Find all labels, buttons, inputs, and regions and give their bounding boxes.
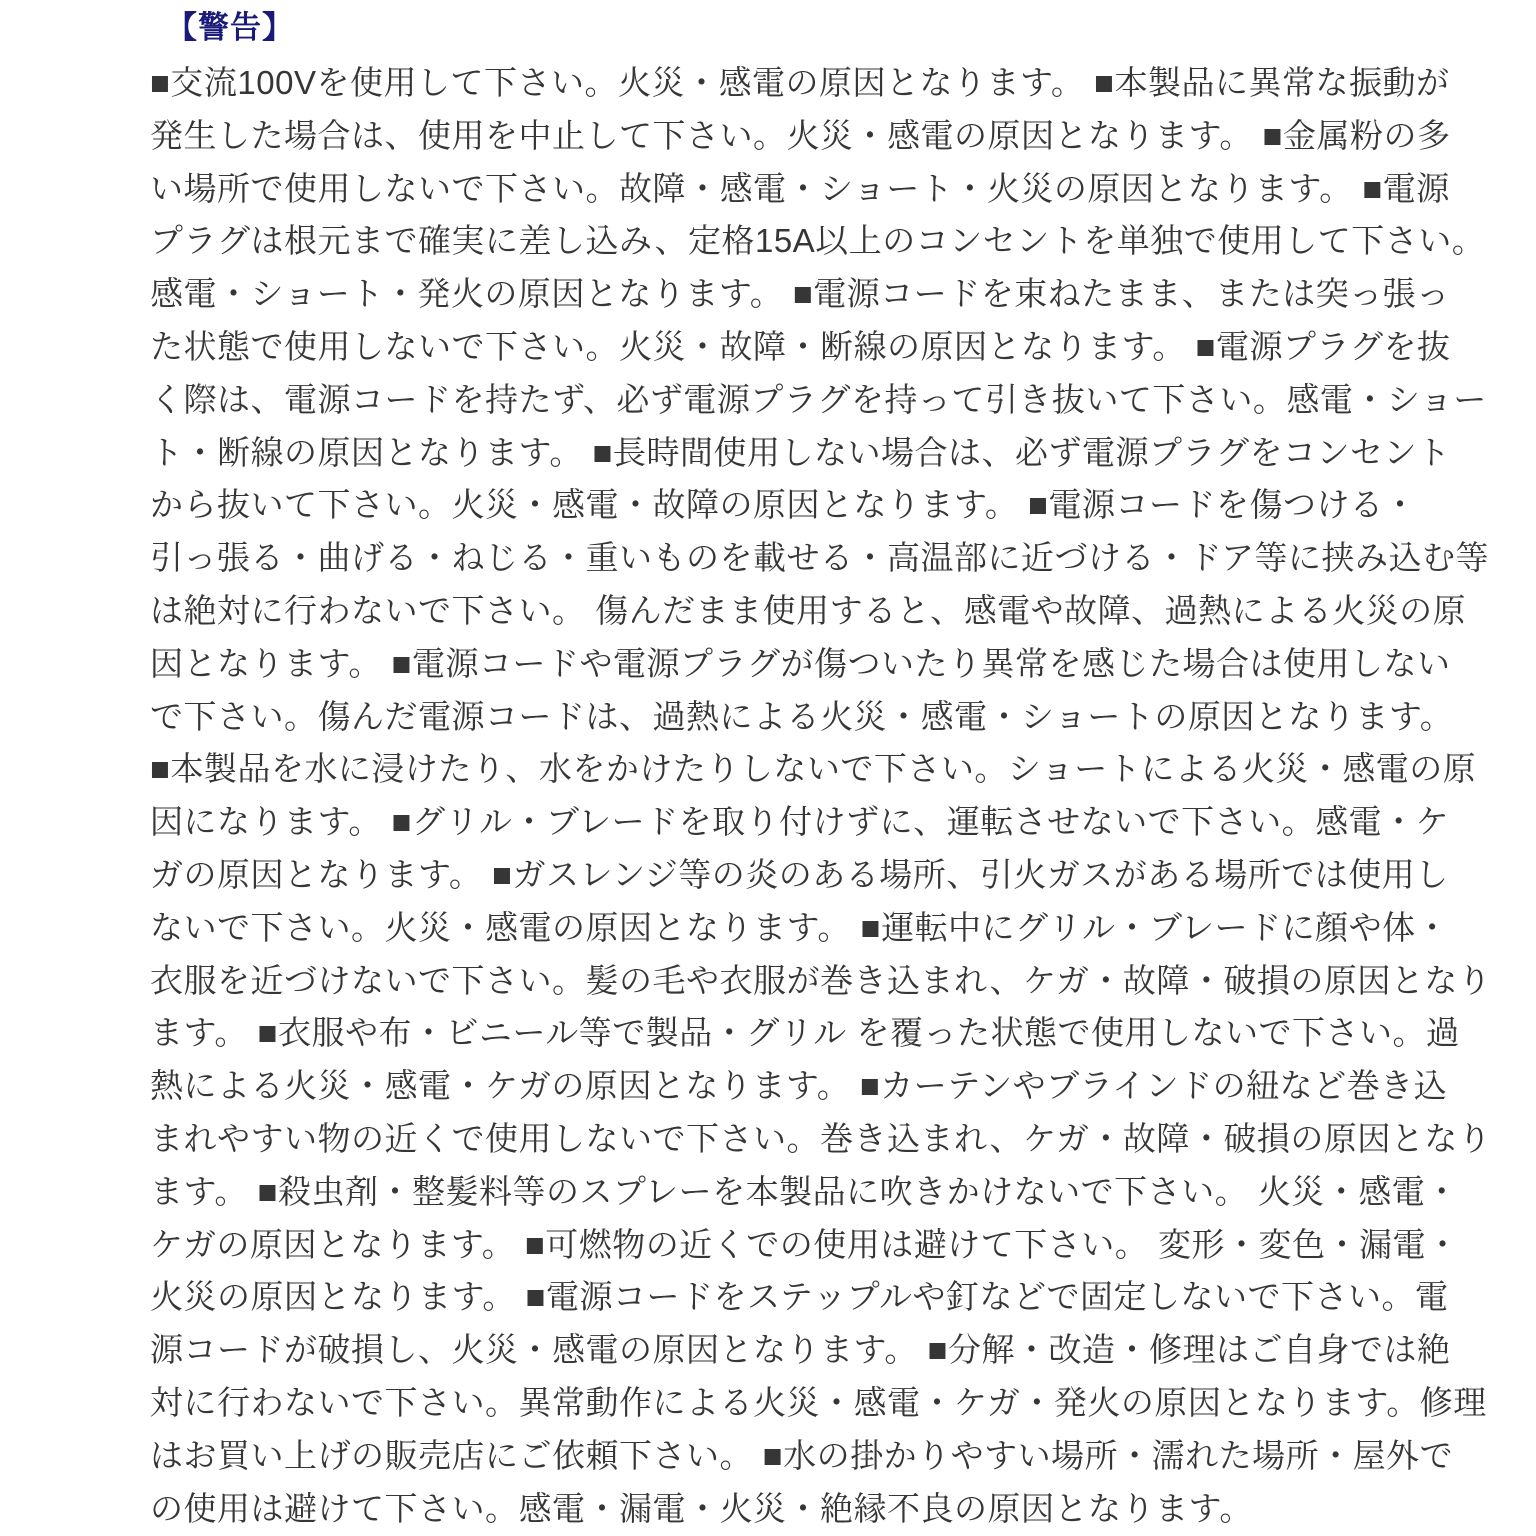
warning-text-line: まれやすい物の近くで使用しないで下さい。巻き込まれ、ケガ・故障・破損の原因となり (150, 1119, 1492, 1157)
warning-text-block (150, 57, 1492, 1535)
warning-text-line: ないで下さい。火災・感電の原因となります。 ■運転中にグリル・ブレードに顔や体・ (150, 908, 1450, 946)
warning-text-line: く際は、電源コードを持たず、必ず電源プラグを持って引き抜いて下さい。感電・ショー (150, 380, 1487, 418)
warning-text-line: はお買い上げの販売店にご依頼下さい。 ■水の掛かりやすい場所・濡れた場所・屋外で (150, 1436, 1454, 1474)
warning-text-line: 熱による火災・感電・ケガの原因となります。 ■カーテンやブラインドの紐など巻き込 (150, 1067, 1448, 1105)
warning-text-line: ケガの原因となります。 ■可燃物の近くでの使用は避けて下さい。 変形・変色・漏電・ (150, 1225, 1460, 1263)
warning-text-line: プラグは根元まで確実に差し込み、定格15A以上のコンセントを単独で使用して下さい。 (150, 222, 1486, 260)
warning-section-title: 【警告】 (166, 10, 294, 45)
warning-text-line: ト・断線の原因となります。 ■長時間使用しない場合は、必ず電源プラグをコンセント (150, 433, 1451, 471)
warning-text-line: 発生した場合は、使用を中止して下さい。火災・感電の原因となります。 ■金属粉の多 (150, 116, 1451, 154)
warning-text-line: 対に行わないで下さい。異常動作による火災・感電・ケガ・発火の原因となります。修理 (150, 1383, 1487, 1421)
warning-text-line: ■交流100Vを使用して下さい。火災・感電の原因となります。 ■本製品に異常な振動が (150, 64, 1450, 101)
warning-text-line: 引っ張る・曲げる・ねじる・重いものを載せる・高温部に近づける・ドア等に挟み込む等 (150, 539, 1490, 577)
warning-text-line: の使用は避けて下さい。感電・漏電・火災・絶縁不良の原因となります。 (150, 1489, 1253, 1527)
warning-text-line: ます。 ■殺虫剤・整髪料等のスプレーを本製品に吹きかけないで下さい。 火災・感電・ (150, 1172, 1459, 1210)
warning-text-line: た状態で使用しないで下さい。火災・故障・断線の原因となります。 ■電源プラグを抜 (150, 327, 1451, 365)
warning-text-line: 衣服を近づけないで下さい。髪の毛や衣服が巻き込まれ、ケガ・故障・破損の原因となり (150, 961, 1492, 999)
manual-warning-page (150, 8, 1492, 1535)
warning-text-line: は絶対に行わないで下さい。 傷んだまま使用すると、感電や故障、過熱による火災の原 (150, 591, 1467, 629)
warning-text-line: 因となります。 ■電源コードや電源プラグが傷ついたり異常を感じた場合は使用しない (150, 644, 1451, 682)
warning-text-line: から抜いて下さい。火災・感電・故障の原因となります。 ■電源コードを傷つける・ (150, 486, 1417, 524)
warning-text-line: 源コードが破損し、火災・感電の原因となります。 ■分解・改造・修理はご自身では絶 (150, 1331, 1451, 1369)
warning-text-line: ガの原因となります。 ■ガスレンジ等の炎のある場所、引火ガスがある場所では使用し (150, 855, 1449, 893)
warning-text-line: い場所で使用しないで下さい。故障・感電・ショート・火災の原因となります。 ■電源 (150, 169, 1450, 207)
warning-text-line: 火災の原因となります。 ■電源コードをステップルや釘などで固定しないで下さい。電 (150, 1278, 1449, 1316)
warning-text-line: 感電・ショート・発火の原因となります。 ■電源コードを束ねたまま、または突っ張っ (150, 275, 1450, 313)
warning-text-line: 因になります。 ■グリル・ブレードを取り付けずに、運転させないで下さい。感電・ケ (150, 803, 1450, 841)
warning-text-line: ます。 ■衣服や布・ビニール等で製品・グリル を覆った状態で使用しないで下さい。過 (150, 1014, 1460, 1052)
warning-text-line: で下さい。傷んだ電源コードは、過熱による火災・感電・ショートの原因となります。 (150, 697, 1454, 735)
warning-text-line: ■本製品を水に浸けたり、水をかけたりしないで下さい。ショートによる火災・感電の原 (150, 750, 1477, 788)
